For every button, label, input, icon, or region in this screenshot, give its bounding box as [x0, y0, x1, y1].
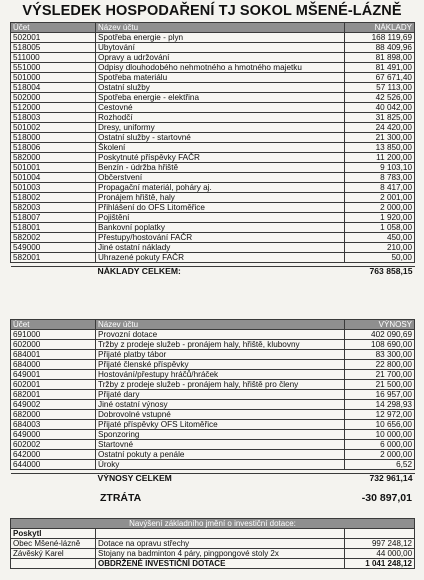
costs-total-label: NÁKLADY CELKEM:	[97, 266, 181, 276]
account-number: 649002	[11, 400, 96, 410]
amount: 9 103,10	[345, 163, 415, 173]
table-row	[11, 43, 415, 53]
table-row	[11, 430, 415, 440]
provider-label: Poskytl	[11, 529, 96, 539]
account-number: 502001	[11, 33, 96, 43]
account-name: Spotřeba energie - plyn	[96, 33, 345, 43]
table-row	[11, 360, 415, 370]
account-name: Ostatní služby	[96, 83, 345, 93]
account-number: 684000	[11, 360, 96, 370]
account-name: Dresy, uniformy	[96, 123, 345, 133]
amount: 22 800,00	[345, 360, 415, 370]
amount: 2 000,00	[345, 450, 415, 460]
amount: 6 000,00	[345, 440, 415, 450]
account-name: Úroky	[96, 460, 345, 470]
investment-table	[10, 518, 415, 569]
account-number: 582001	[11, 253, 96, 263]
table-row	[11, 143, 415, 153]
amount: 67 671,40	[345, 73, 415, 83]
account-name: Uhrazené pokuty FAČR	[96, 253, 345, 263]
account-number: 691000	[11, 330, 96, 340]
table-row	[11, 410, 415, 420]
grant-amount: 44 000,00	[345, 549, 415, 559]
amount: 14 298,93	[345, 400, 415, 410]
account-name: Jiné ostatní výnosy	[96, 400, 345, 410]
account-name: Školení	[96, 143, 345, 153]
account-number: 518000	[11, 133, 96, 143]
amount: 1 058,00	[345, 223, 415, 233]
table-row	[11, 113, 415, 123]
account-number: 512000	[11, 103, 96, 113]
account-name: Poskytnuté příspěvky FAČR	[96, 153, 345, 163]
amount: 21 500,00	[345, 380, 415, 390]
account-number: 551000	[11, 63, 96, 73]
amount: 10 000,00	[345, 430, 415, 440]
account-number: 684001	[11, 350, 96, 360]
investment-total-row	[11, 559, 415, 569]
account-number: 602000	[11, 340, 96, 350]
header-account: Účet	[11, 23, 96, 33]
amount: 12 972,00	[345, 410, 415, 420]
investment-header: Navýšení základního jmění o investiční dotace:	[11, 519, 415, 529]
account-number: 518003	[11, 113, 96, 123]
account-number: 518002	[11, 193, 96, 203]
account-name: Ostatní pokuty a penále	[96, 450, 345, 460]
table-row	[11, 133, 415, 143]
account-name: Odpisy dlouhodobého nehmotného a hmotného majetku	[96, 63, 345, 73]
report-title: VÝSLEDEK HOSPODAŘENÍ TJ SOKOL MŠENÉ-LÁZNĚ	[22, 3, 402, 19]
table-row	[11, 330, 415, 340]
amount: 2 000,00	[345, 203, 415, 213]
amount: 13 850,00	[345, 143, 415, 153]
account-name: Dobrovolné vstupné	[96, 410, 345, 420]
amount: 83 300,00	[345, 350, 415, 360]
table-row	[11, 440, 415, 450]
table-row	[11, 183, 415, 193]
account-number: 582000	[11, 153, 96, 163]
amount: 81 898,00	[345, 53, 415, 63]
account-number: 518007	[11, 213, 96, 223]
loss-row	[10, 492, 414, 506]
account-name: Spotřeba materiálu	[96, 73, 345, 83]
account-name: Spotřeba energie - elektřina	[96, 93, 345, 103]
investment-total-label: OBDRŽENÉ INVESTIČNÍ DOTACE	[96, 559, 345, 569]
table-row	[11, 390, 415, 400]
account-name: Rozhodčí	[96, 113, 345, 123]
table-row	[11, 420, 415, 430]
account-number: 501001	[11, 163, 96, 173]
table-row	[11, 93, 415, 103]
amount: 210,00	[345, 243, 415, 253]
costs-table	[10, 22, 415, 276]
table-row	[11, 549, 415, 559]
account-number: 511000	[11, 53, 96, 63]
account-name: Jiné ostatní náklady	[96, 243, 345, 253]
account-name: Benzín - údržba hřiště	[96, 163, 345, 173]
header-account-name: Název účtu	[96, 23, 345, 33]
account-number: 501002	[11, 123, 96, 133]
revenues-table	[10, 319, 415, 483]
account-number: 518004	[11, 83, 96, 93]
account-name: Bankovní poplatky	[96, 223, 345, 233]
account-number: 684003	[11, 420, 96, 430]
header-account-name: Název účtu	[96, 320, 345, 330]
account-name: Tržby z prodeje služeb - pronájem haly, hřiště, klubovny	[96, 340, 345, 350]
account-number: 501000	[11, 73, 96, 83]
account-name: Sponzoring	[96, 430, 345, 440]
table-row	[11, 340, 415, 350]
account-name: Občerstvení	[96, 173, 345, 183]
amount: 8 783,00	[345, 173, 415, 183]
table-row	[11, 203, 415, 213]
account-number: 582003	[11, 203, 96, 213]
account-name: Cestovné	[96, 103, 345, 113]
account-number: 649000	[11, 430, 96, 440]
table-row	[11, 450, 415, 460]
account-name: Přestupy/hostování FAČR	[96, 233, 345, 243]
account-number: 518005	[11, 43, 96, 53]
investment-total-value: 1 041 248,12	[345, 559, 415, 569]
account-number: 602001	[11, 380, 96, 390]
table-row	[11, 73, 415, 83]
table-row	[11, 233, 415, 243]
loss-value: -30 897,01	[361, 492, 412, 504]
table-row	[11, 193, 415, 203]
account-number: 502000	[11, 93, 96, 103]
costs-header-row	[11, 23, 415, 33]
amount: 108 690,00	[345, 340, 415, 350]
amount: 8 417,00	[345, 183, 415, 193]
amount: 402 090,69	[345, 330, 415, 340]
amount: 24 420,00	[345, 123, 415, 133]
loss-label: ZTRÁTA	[100, 492, 142, 504]
account-name: Ostatní služby - startovné	[96, 133, 345, 143]
account-number: 602002	[11, 440, 96, 450]
amount: 81 491,00	[345, 63, 415, 73]
table-row	[11, 380, 415, 390]
provider-row	[11, 529, 415, 539]
account-number: 501004	[11, 173, 96, 183]
table-row	[11, 33, 415, 43]
account-name: Startovné	[96, 440, 345, 450]
account-number: 518001	[11, 223, 96, 233]
account-number: 682001	[11, 390, 96, 400]
provider-name: Závěský Karel	[11, 549, 96, 559]
amount: 21 300,00	[345, 133, 415, 143]
amount: 6,52	[345, 460, 415, 470]
amount: 40 042,00	[345, 103, 415, 113]
table-row	[11, 223, 415, 233]
table-row	[11, 173, 415, 183]
amount: 88 409,96	[345, 43, 415, 53]
amount: 42 526,00	[345, 93, 415, 103]
grant-purpose: Stojany na badminton 4 páry, pingpongové stoly 2x	[96, 549, 345, 559]
table-row	[11, 103, 415, 113]
amount: 450,00	[345, 233, 415, 243]
costs-total-row	[11, 267, 415, 277]
grant-amount: 997 248,12	[345, 539, 415, 549]
account-number: 549000	[11, 243, 96, 253]
costs-total-value: 763 858,15	[369, 266, 413, 276]
revenues-total-value: 732 961,14	[369, 473, 413, 483]
table-row	[11, 213, 415, 223]
investment-header-row	[11, 519, 415, 529]
table-row	[11, 243, 415, 253]
revenues-total-row	[11, 474, 415, 484]
header-costs: NÁKLADY	[345, 23, 415, 33]
header-revenues: VÝNOSY	[345, 320, 415, 330]
table-row	[11, 539, 415, 549]
account-name: Přijaté členské příspěvky	[96, 360, 345, 370]
revenues-header-row	[11, 320, 415, 330]
amount: 11 200,00	[345, 153, 415, 163]
amount: 16 957,00	[345, 390, 415, 400]
account-name: Pojištění	[96, 213, 345, 223]
account-number: 642000	[11, 450, 96, 460]
table-row	[11, 153, 415, 163]
account-name: Přijaté platby tábor	[96, 350, 345, 360]
account-number: 682000	[11, 410, 96, 420]
table-row	[11, 370, 415, 380]
account-name: Přihlášení do OFS Litoměřice	[96, 203, 345, 213]
revenues-total-label: VÝNOSY CELKEM	[97, 473, 172, 483]
table-row	[11, 53, 415, 63]
provider-name: Obec Mšené-lázně	[11, 539, 96, 549]
header-account: Účet	[11, 320, 96, 330]
table-row	[11, 253, 415, 263]
account-number: 518006	[11, 143, 96, 153]
grant-purpose: Dotace na opravu střechy	[96, 539, 345, 549]
amount: 57 113,00	[345, 83, 415, 93]
amount: 2 001,00	[345, 193, 415, 203]
account-name: Přijaté dary	[96, 390, 345, 400]
table-row	[11, 83, 415, 93]
account-number: 501003	[11, 183, 96, 193]
account-name: Propagační materiál, poháry aj.	[96, 183, 345, 193]
account-name: Přijaté příspěvky OFS Litoměřice	[96, 420, 345, 430]
table-row	[11, 460, 415, 470]
account-number: 582002	[11, 233, 96, 243]
account-name: Hostování/přestupy hráčů/hráček	[96, 370, 345, 380]
account-name: Ubytování	[96, 43, 345, 53]
account-number: 644000	[11, 460, 96, 470]
table-row	[11, 123, 415, 133]
table-row	[11, 350, 415, 360]
account-name: Provozní dotace	[96, 330, 345, 340]
account-name: Tržby z prodeje služeb - pronájem haly, hřiště pro členy	[96, 380, 345, 390]
table-row	[11, 63, 415, 73]
amount: 50,00	[345, 253, 415, 263]
amount: 21 700,00	[345, 370, 415, 380]
account-number: 649001	[11, 370, 96, 380]
table-row	[11, 400, 415, 410]
amount: 1 920,00	[345, 213, 415, 223]
account-name: Opravy a udržování	[96, 53, 345, 63]
amount: 31 825,00	[345, 113, 415, 123]
table-row	[11, 163, 415, 173]
amount: 168 119,69	[345, 33, 415, 43]
account-name: Pronájem hřiště, haly	[96, 193, 345, 203]
amount: 10 656,00	[345, 420, 415, 430]
